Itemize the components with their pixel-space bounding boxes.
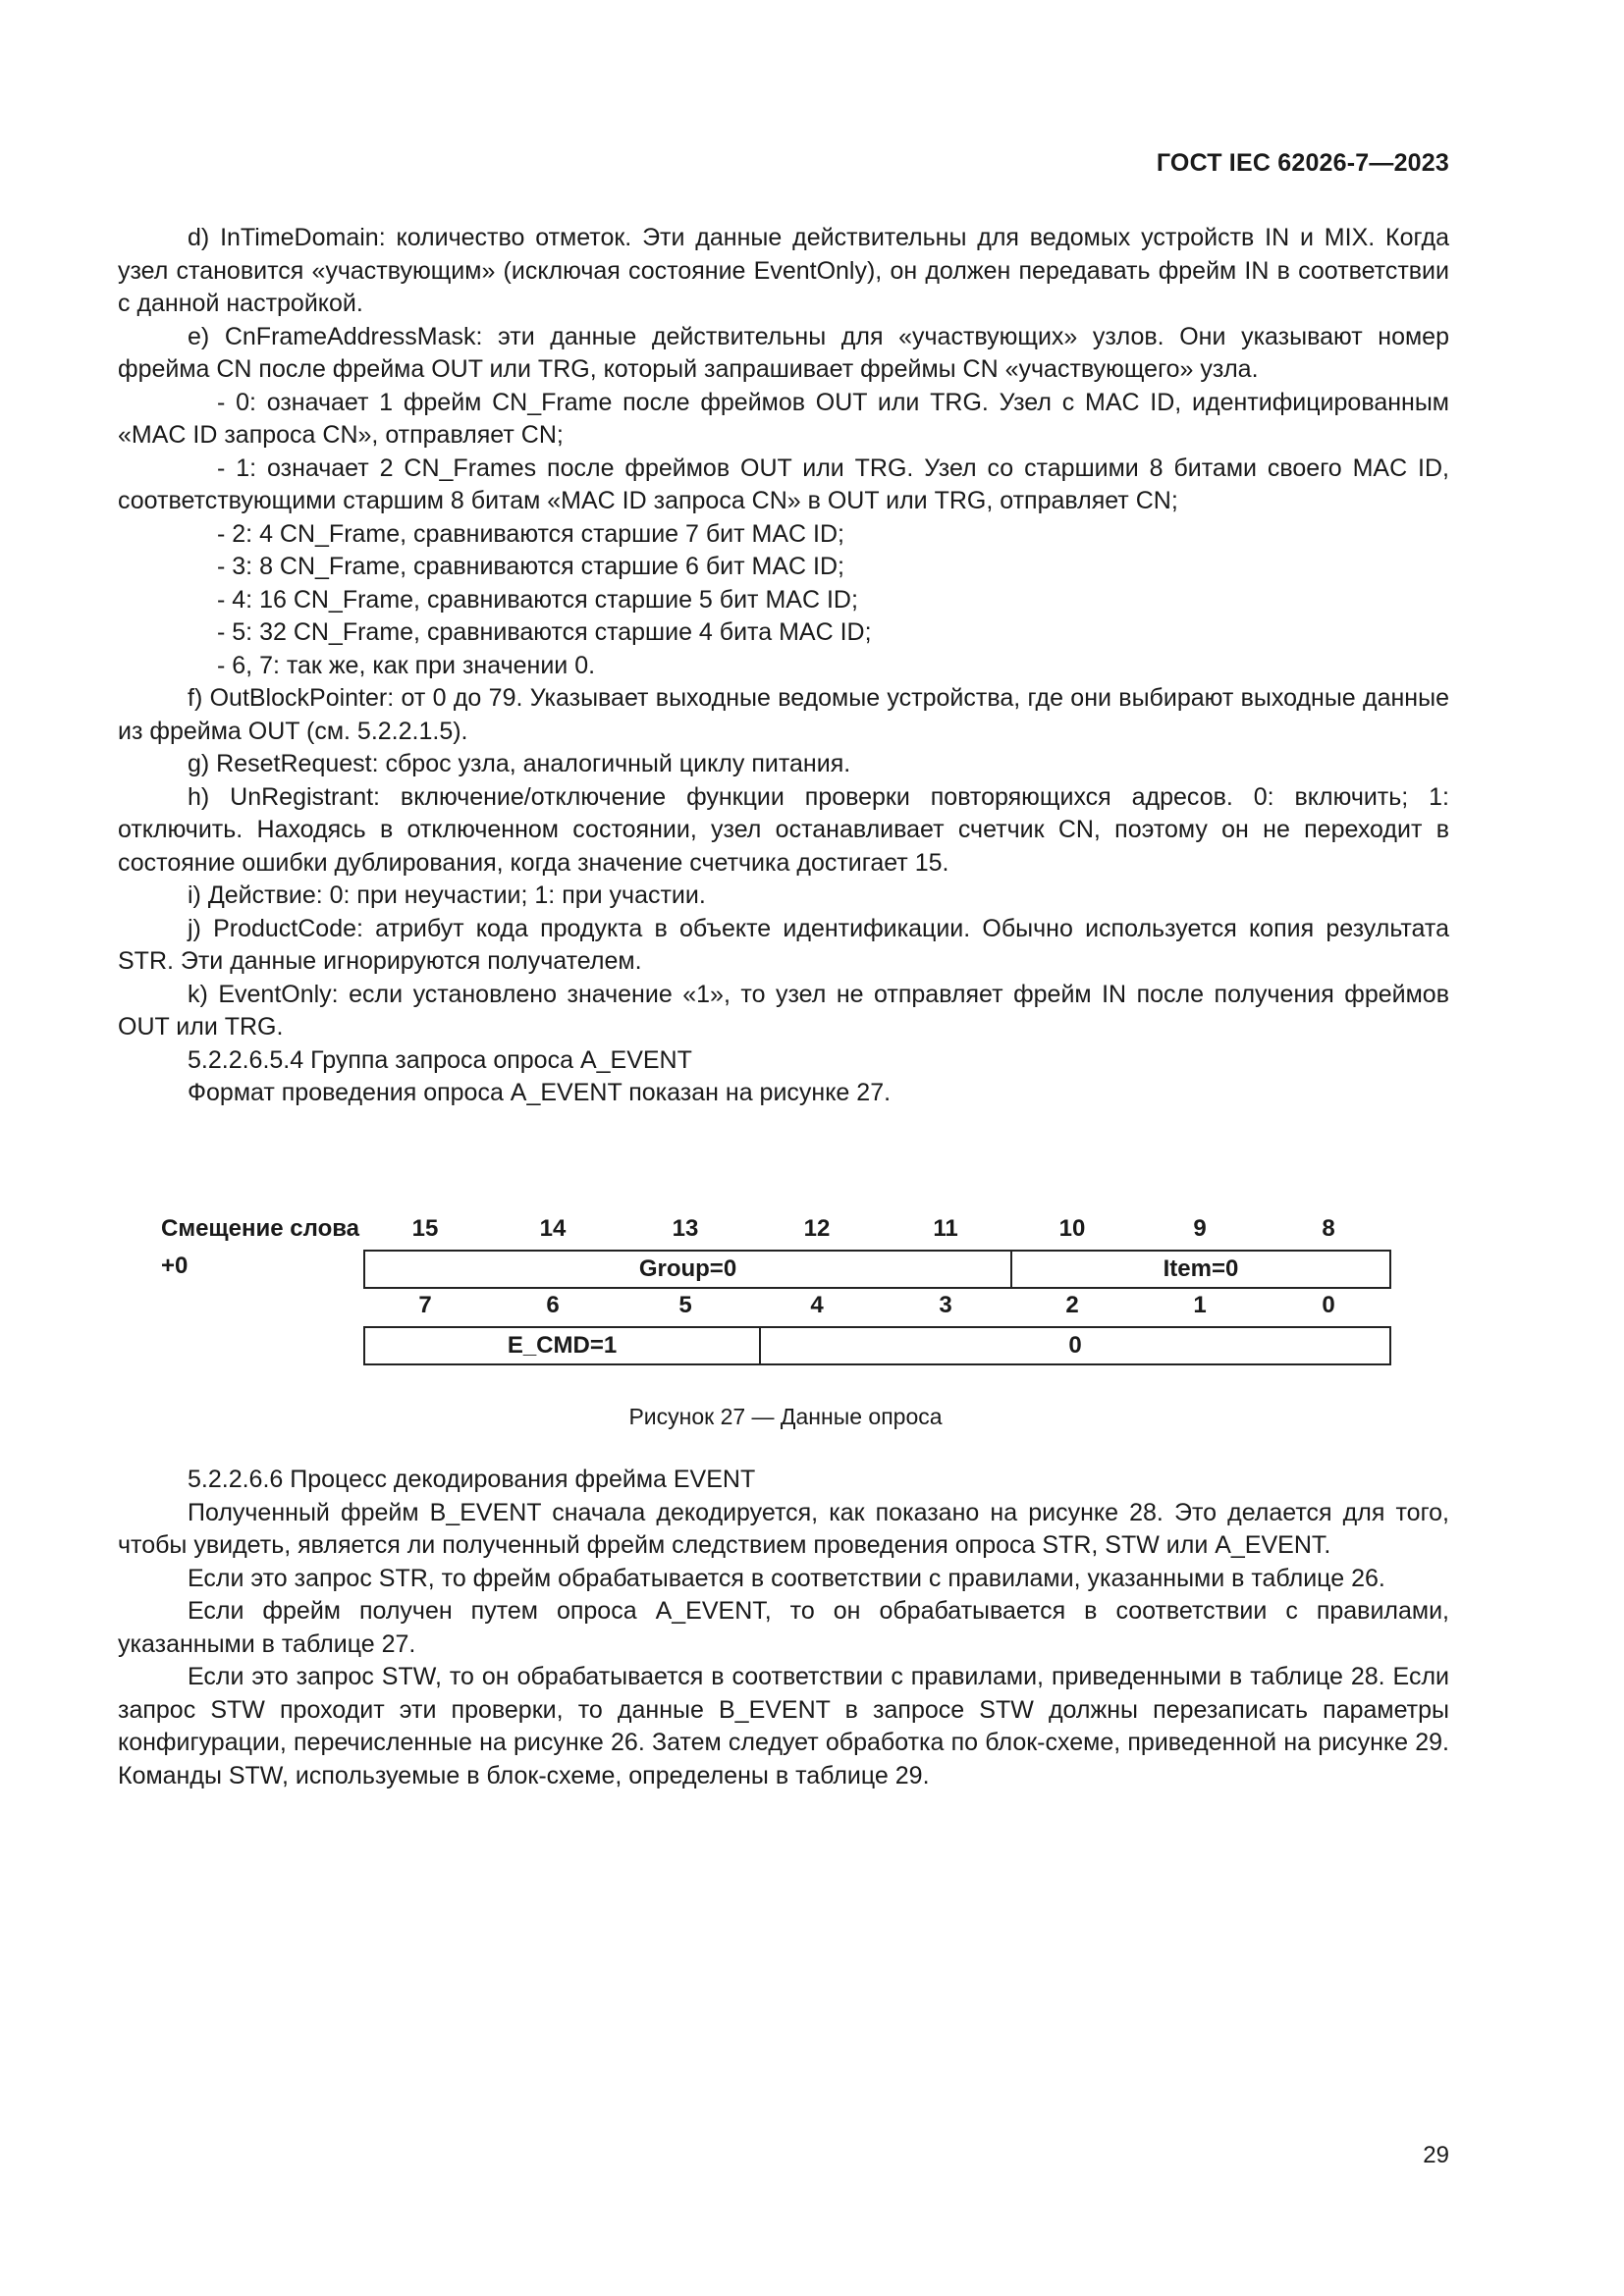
bit-number: 9 <box>1193 1215 1207 1242</box>
bit-number: 11 <box>933 1215 958 1242</box>
offset-header: Смещение слова <box>161 1215 360 1242</box>
bit-number: 5 <box>678 1292 692 1318</box>
paragraph-stw: Если это запрос STW, то он обрабатывается в соответствии с правилами, приведенными в таблице 28. Если запрос STW проходит эти проверки, то данные B_EVENT в запросе STW должны перезаписать параметры конфигурации, перечисленные на рисунке 26. Затем следует обработка по блок-схеме, приведенной на рисунке 29. Команды STW, используемые в блок-схеме, определены в таблице 29. <box>118 1663 1449 1789</box>
body-text-lower <box>118 1464 1449 1792</box>
bit-number: 2 <box>1065 1292 1079 1318</box>
list-item-mask-1: - 1: означает 2 CN_Frames после фреймов OUT или TRG. Узел со старшими 8 битами своего MAC ID, соответствующими старшим 8 битам «MAC ID запроса CN» в OUT или TRG, отправляет CN; <box>118 454 1449 514</box>
list-item-mask-6-7: - 6, 7: так же, как при значении 0. <box>217 651 596 679</box>
bit-number: 15 <box>411 1215 439 1242</box>
paragraph-d: d) InTimeDomain: количество отметок. Эти данные действительны для ведомых устройств IN и MIX. Когда узел становится «участвующим» (исключая состояние EventOnly), он должен передавать фрейм IN в соответствии с данной настройкой. <box>118 224 1449 317</box>
high-byte-field-box <box>363 1250 1391 1289</box>
bit-number: 4 <box>810 1292 824 1318</box>
low-byte-field-box <box>363 1326 1391 1365</box>
e-cmd-field: E_CMD=1 <box>507 1332 618 1359</box>
paragraph-format-ref: Формат проведения опроса A_EVENT показан на рисунке 27. <box>188 1079 892 1106</box>
bit-number: 7 <box>418 1292 432 1318</box>
row-label: +0 <box>161 1253 189 1279</box>
paragraph-j: j) ProductCode: атрибут кода продукта в объекте идентификации. Обычно используется копия результата STR. Эти данные игнорируются получателем. <box>118 914 1449 975</box>
bit-number: 14 <box>539 1215 567 1242</box>
paragraph-h: h) UnRegistrant: включение/отключение функции проверки повторяющихся адресов. 0: включить; 1: отключить. Находясь в отключенном состоянии, узел останавливает счетчик CN, поэтому он не переходит в состояние ошибки дублирования, когда значение счетчика достигает 15. <box>118 782 1449 877</box>
body-text-upper <box>118 222 1449 1110</box>
bit-number: 13 <box>672 1215 699 1242</box>
bit-number: 3 <box>939 1292 952 1318</box>
bit-number: 12 <box>803 1215 831 1242</box>
paragraph-k: k) EventOnly: если установлено значение «1», то узел не отправляет фрейм IN после получения фреймов OUT или TRG. <box>118 980 1449 1041</box>
group-field: Group=0 <box>638 1255 737 1282</box>
page-number: 29 <box>1423 2142 1449 2168</box>
list-item-mask-0: - 0: означает 1 фрейм CN_Frame после фреймов OUT или TRG. Узел с MAC ID, идентифицированным «MAC ID запроса CN», отправляет CN; <box>118 388 1449 449</box>
bit-number: 8 <box>1322 1215 1335 1242</box>
paragraph-a-event: Если фрейм получен путем опроса A_EVENT, то он обрабатывается в соответствии с правилами, указанными в таблице 27. <box>118 1597 1449 1658</box>
section-heading-5-2-2-6-6: 5.2.2.6.6 Процесс декодирования фрейма EVENT <box>188 1466 756 1493</box>
section-heading-5-2-2-6-5-4: 5.2.2.6.5.4 Группа запроса опроса A_EVENT <box>188 1045 692 1074</box>
paragraph-decode: Полученный фрейм B_EVENT сначала декодируется, как показано на рисунке 28. Это делается для того, чтобы увидеть, является ли полученный фрейм следствием проведения опроса STR, STW или A_EVENT. <box>118 1498 1449 1559</box>
paragraph-e: e) CnFrameAddressMask: эти данные действительны для «участвующих» узлов. Они указывают номер фрейма CN после фрейма OUT или TRG, который запрашивает фреймы CN «участвующего» узла. <box>118 322 1449 383</box>
list-item-mask-3: - 3: 8 CN_Frame, сравниваются старшие 6 бит MAC ID; <box>217 553 844 580</box>
paragraph-g: g) ResetRequest: сброс узла, аналогичный циклу питания. <box>188 750 851 777</box>
figure-caption: Рисунок 27 — Данные опроса <box>628 1404 943 1429</box>
paragraph-i: i) Действие: 0: при неучастии; 1: при участии. <box>188 881 706 909</box>
bit-number: 1 <box>1193 1292 1207 1318</box>
item-field: Item=0 <box>1010 1252 1389 1287</box>
bit-number: 0 <box>1322 1292 1335 1318</box>
document-header: ГОСТ IEC 62026-7—2023 <box>1156 149 1449 177</box>
bit-number: 10 <box>1058 1215 1086 1242</box>
paragraph-f: f) OutBlockPointer: от 0 до 79. Указывает выходные ведомые устройства, где они выбирают выходные данные из фрейма OUT (см. 5.2.2.1.5). <box>118 684 1449 745</box>
list-item-mask-5: - 5: 32 CN_Frame, сравниваются старшие 4 бита MAC ID; <box>217 618 872 646</box>
figure-27-poll-data <box>157 1196 1404 1372</box>
paragraph-str: Если это запрос STR, то фрейм обрабатывается в соответствии с правилами, указанными в таблице 26. <box>188 1564 1385 1592</box>
list-item-mask-2: - 2: 4 CN_Frame, сравниваются старшие 7 бит MAC ID; <box>217 519 844 548</box>
bit-number: 6 <box>546 1292 560 1318</box>
zero-field: 0 <box>759 1328 1389 1363</box>
list-item-mask-4: - 4: 16 CN_Frame, сравниваются старшие 5 бит MAC ID; <box>217 585 858 614</box>
